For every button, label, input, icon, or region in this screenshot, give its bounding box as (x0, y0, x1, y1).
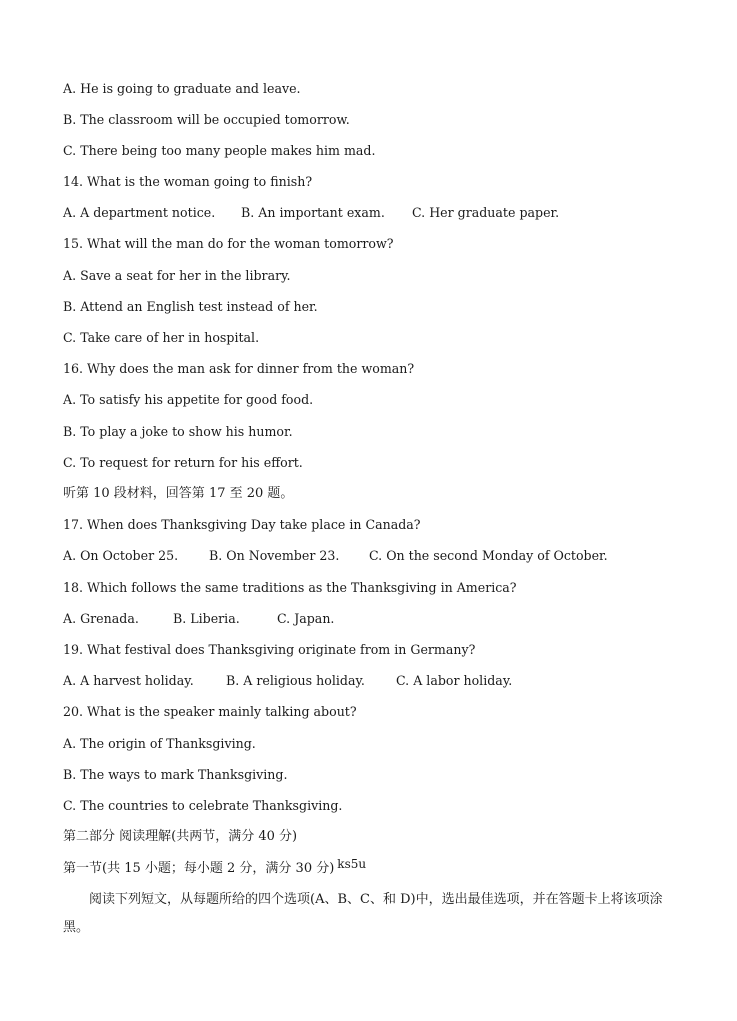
q14-question: 14. What is the woman going to finish? (63, 174, 313, 189)
q14-option-b: B. An important exam. (241, 205, 385, 220)
q16-option-c: C. To request for return for his effort. (63, 455, 303, 470)
q17-option-a: A. On October 25. (63, 548, 179, 563)
q20-option-a: A. The origin of Thanksgiving. (63, 736, 256, 751)
q19-option-b: B. A religious holiday. (226, 673, 365, 688)
q17-question: 17. When does Thanksgiving Day take place in Canada? (63, 517, 421, 532)
section-one-label: 第一节(共 15 小题；每小题 2 分，满分 30 分) (63, 861, 335, 876)
part-two-heading: 第二部分 阅读理解(共两节，满分 40 分) (63, 829, 298, 844)
q19-options (63, 673, 623, 689)
reading-instruction: 阅读下列短文，从每题所给的四个选项(A、B、C、和 D)中，选出最佳选项，并在答题卡上将该项涂黑。 (63, 892, 663, 935)
q16-question: 16. Why does the man ask for dinner from the woman? (63, 361, 415, 376)
q17-options (63, 548, 663, 564)
q18-option-b: B. Liberia. (173, 611, 240, 626)
q15-question: 15. What will the man do for the woman tomorrow? (63, 236, 394, 251)
q20-option-b: B. The ways to mark Thanksgiving. (63, 767, 288, 782)
q17-option-c: C. On the second Monday of October. (369, 548, 608, 563)
q18-option-c: C. Japan. (277, 611, 335, 626)
q16-option-a: A. To satisfy his appetite for good food. (63, 392, 314, 407)
q13-option-b: B. The classroom will be occupied tomorrow. (63, 112, 350, 127)
q18-options (63, 611, 463, 627)
q14-option-c: C. Her graduate paper. (412, 205, 560, 220)
q19-question: 19. What festival does Thanksgiving originate from in Germany? (63, 642, 476, 657)
q20-option-c: C. The countries to celebrate Thanksgiving. (63, 798, 343, 813)
watermark-text: ks5u (337, 857, 367, 871)
q14-options (63, 205, 623, 221)
q13-option-c: C. There being too many people makes him mad. (63, 143, 376, 158)
q16-option-b: B. To play a joke to show his humor. (63, 424, 293, 439)
q15-option-c: C. Take care of her in hospital. (63, 330, 260, 345)
q18-question: 18. Which follows the same traditions as the Thanksgiving in America? (63, 580, 517, 595)
section-one-heading (63, 857, 367, 877)
section-heading-material-10: 听第 10 段材料，回答第 17 至 20 题。 (63, 486, 294, 501)
q15-option-a: A. Save a seat for her in the library. (63, 268, 291, 283)
q19-option-a: A. A harvest holiday. (63, 673, 194, 688)
q17-option-b: B. On November 23. (209, 548, 340, 563)
q15-option-b: B. Attend an English test instead of her. (63, 299, 318, 314)
q19-option-c: C. A labor holiday. (396, 673, 513, 688)
q13-option-a: A. He is going to graduate and leave. (63, 81, 301, 96)
q18-option-a: A. Grenada. (63, 611, 139, 626)
q20-question: 20. What is the speaker mainly talking about? (63, 704, 357, 719)
q14-option-a: A. A department notice. (63, 205, 216, 220)
